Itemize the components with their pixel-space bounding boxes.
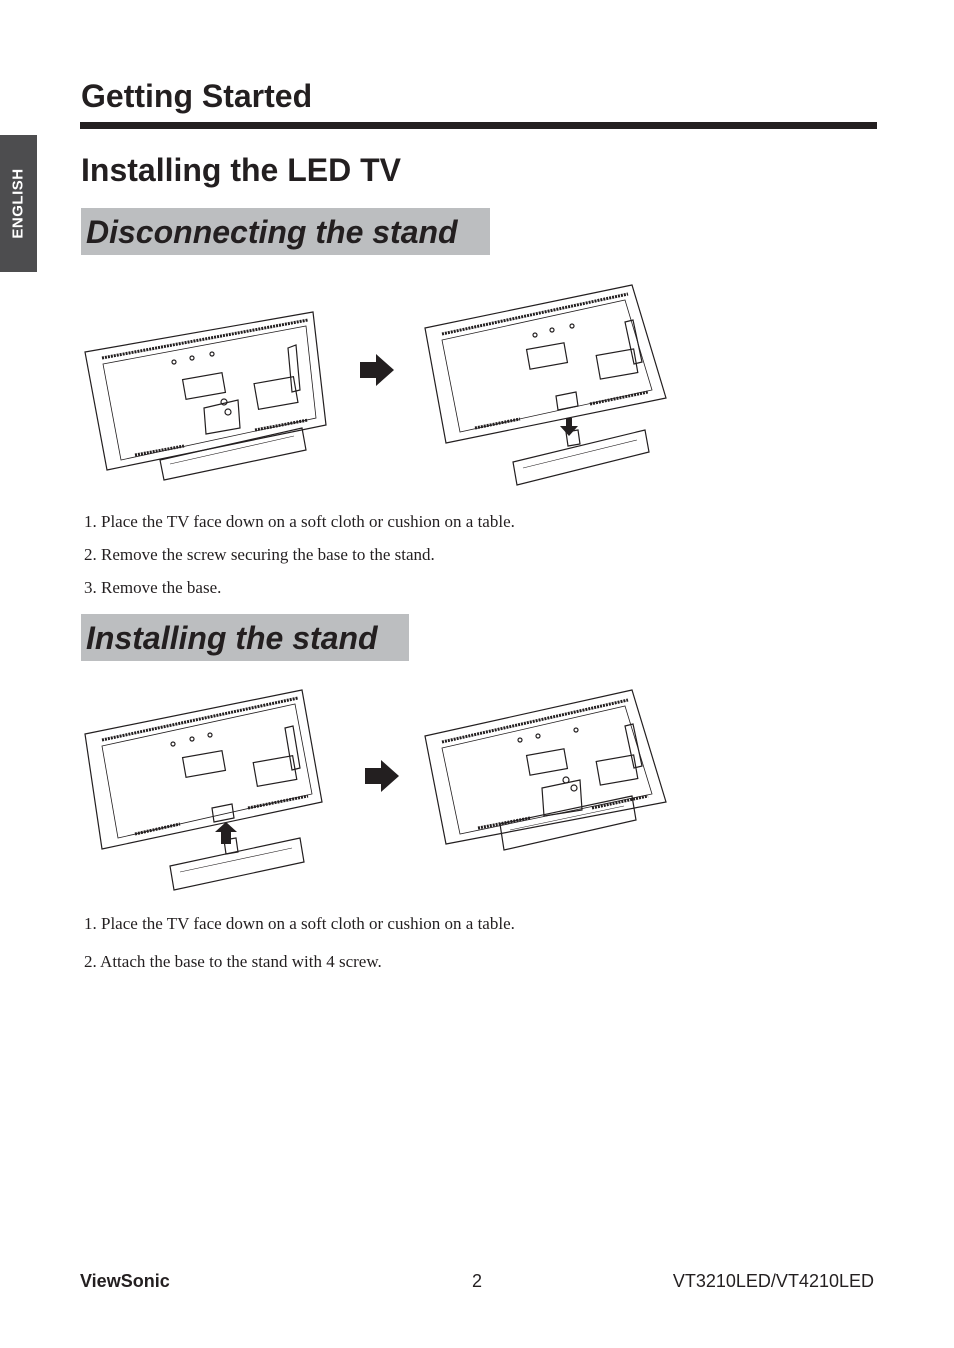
down-arrow-icon: [560, 418, 578, 436]
list-item: 1. Place the TV face down on a soft cloth or cushion on a table.: [84, 914, 515, 933]
disconnect-stand-illustration: [80, 280, 680, 490]
stand-base-icon: [513, 430, 649, 485]
stand-base-icon: [170, 838, 304, 890]
install-stand-illustration: [80, 684, 680, 896]
language-tab-label: ENGLISH: [10, 168, 27, 239]
section-heading-text: Installing the stand: [86, 619, 378, 656]
list-item: 2. Attach the base to the stand with 4 screw.: [84, 952, 382, 971]
tv-back-icon: [85, 690, 322, 849]
tv-back-icon: [425, 285, 666, 443]
list-item: 2. Remove the screw securing the base to the stand.: [84, 545, 435, 564]
list-item: 1. Place the TV face down on a soft cloth or cushion on a table.: [84, 512, 515, 531]
header-title: Getting Started: [81, 78, 313, 114]
language-tab: [0, 135, 37, 272]
footer-page-number: 2: [471, 1271, 482, 1291]
section-heading-installing: [81, 614, 409, 661]
footer-model: VT3210LED/VT4210LED: [672, 1271, 874, 1291]
section-heading-disconnecting: [81, 208, 490, 255]
footer-brand: ViewSonic: [80, 1271, 170, 1291]
up-arrow-icon: [215, 822, 237, 844]
right-arrow-icon: [360, 354, 394, 386]
tv-back-icon: [85, 312, 326, 470]
header-divider: [80, 122, 877, 129]
page-title: Installing the LED TV: [81, 152, 402, 188]
right-arrow-icon: [365, 760, 399, 792]
list-item: 3. Remove the base.: [84, 578, 222, 597]
stand-base-icon: [500, 796, 636, 850]
section-heading-text: Disconnecting the stand: [86, 213, 458, 250]
